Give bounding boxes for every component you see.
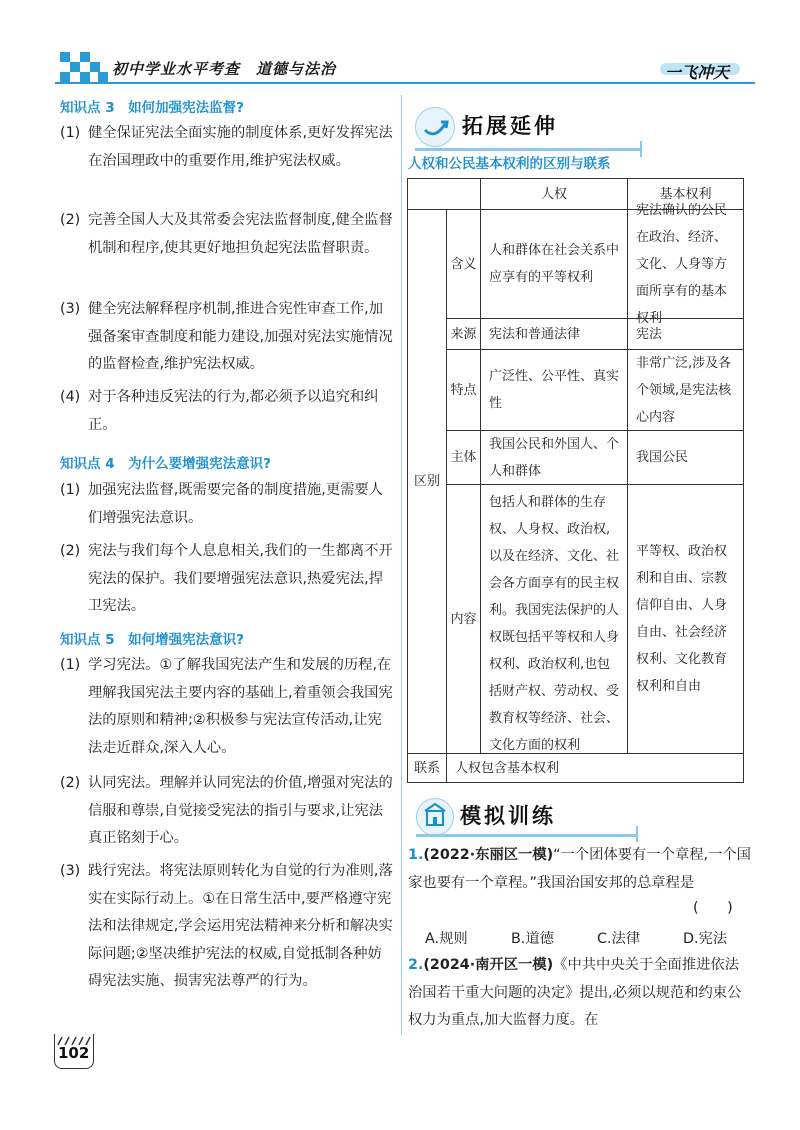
question-source: (2022·东丽区一模) <box>423 847 554 863</box>
kp3-item-3 <box>60 296 395 379</box>
question-1-options <box>425 928 769 948</box>
kp3-item-1 <box>60 120 395 175</box>
item-number: (1) <box>60 125 81 141</box>
item-text: 健全宪法解释程序机制,推进合宪性审查工作,加强备案审查制度和能力建设,加强对宪法实施情况的监督检查,维护宪法权威。 <box>88 301 393 372</box>
question-number: 1. <box>408 847 424 863</box>
option-c: C.法律 <box>597 931 641 947</box>
option-a: A.规则 <box>425 931 468 947</box>
table-cell-basic: 平等权、政治权利和自由、宗教信仰自由、人身自由、社会经济权利、文化教育权利和自由 <box>627 484 744 754</box>
table-row-label: 内容 <box>446 484 481 754</box>
kp5-title: 知识点 5 如何增强宪法意识? <box>60 632 244 648</box>
question-2 <box>408 952 753 1035</box>
kp4-item-2 <box>60 538 395 621</box>
table-link-label: 联系 <box>407 753 447 783</box>
item-text: 对于各种违反宪法的行为,都必须予以追究和纠正。 <box>88 389 379 433</box>
header-brand: 一飞冲天 <box>665 63 730 82</box>
kp3-title: 知识点 3 如何加强宪法监督? <box>60 100 244 116</box>
table-corner-cell <box>407 178 481 210</box>
kp4-item-1 <box>60 477 395 532</box>
item-number: (3) <box>60 301 81 317</box>
answer-blank: ( ) <box>693 900 733 916</box>
item-text: 认同宪法。理解并认同宪法的价值,增强对宪法的信服和尊崇,自觉接受宪法的指引与要求,让宪法真正铭刻于心。 <box>88 775 393 846</box>
kp5-item-2 <box>60 770 395 853</box>
option-b: B.道德 <box>511 931 554 947</box>
item-number: (4) <box>60 389 81 405</box>
item-number: (1) <box>60 482 81 498</box>
kp5-item-1 <box>60 652 395 762</box>
table-cell-basic: 非常广泛,涉及各个领域,是宪法核心内容 <box>627 349 744 431</box>
item-text: 践行宪法。将宪法原则转化为自觉的行为准则,落实在实际行动上。①在日常生活中,要严格遵守宪法和法律规定,学会运用宪法精神来分析和解决实际问题;②坚决维护宪法的权威,自觉抵制各种妨碍宪法实施、损害宪法尊严的行为。 <box>88 863 393 989</box>
table-header-basic-rights: 基本权利 <box>627 178 744 210</box>
section-title-expand: 拓展延伸 <box>462 114 558 138</box>
question-source: (2024·南开区一模) <box>423 957 554 973</box>
header-rule <box>55 82 755 84</box>
table-cell-human: 我国公民和外国人、个人和群体 <box>480 430 628 485</box>
item-text: 宪法与我们每个人息息相关,我们的一生都离不开宪法的保护。我们要增强宪法意识,热爱宪法,捍卫宪法。 <box>88 543 393 614</box>
banner-rule-end <box>640 141 642 157</box>
question-1 <box>408 842 753 897</box>
expand-icon <box>415 107 455 147</box>
banner-rule <box>416 834 636 837</box>
item-number: (2) <box>60 212 81 228</box>
item-text: 学习宪法。①了解我国宪法产生和发展的历程,在理解我国宪法主要内容的基础上,着重领会我国宪法的原则和精神;②积极参与宪法宣传活动,让宪法走近群众,深入人心。 <box>88 657 393 756</box>
table-cell-human: 人和群体在社会关系中应享有的平等权利 <box>480 209 628 319</box>
question-text: “一个团体要有一个章程,一个国家也要有一个章程。”我国治国安邦的总章程是 <box>408 847 751 891</box>
column-divider <box>401 95 402 1035</box>
table-cell-human: 包括人和群体的生存权、人身权、政治权,以及在经济、文化、社会各方面享有的民主权利。我国宪法保护的人权既包括平等权和人身权利、政治权利,也包括财产权、劳动权、受教育权等经济、社会、文化方面的权利 <box>480 484 628 754</box>
banner-rule <box>415 148 640 151</box>
item-number: (2) <box>60 775 81 791</box>
page-number: 102 <box>58 1044 90 1062</box>
table-cell-human: 宪法和普通法律 <box>480 318 628 350</box>
header-title: 初中学业水平考查 道德与法治 <box>112 60 337 78</box>
item-text: 完善全国人大及其常委会宪法监督制度,健全监督机制和程序,使其更好地担负起宪法监督职责。 <box>88 212 393 256</box>
table-link-text: 人权包含基本权利 <box>446 753 744 783</box>
table-cell-human: 广泛性、公平性、真实性 <box>480 349 628 431</box>
table-cell-basic: 宪法 <box>627 318 744 350</box>
table-header-human-rights: 人权 <box>480 178 628 210</box>
table-row-label: 来源 <box>446 318 481 350</box>
table-cell-basic: 宪法确认的公民在政治、经济、文化、人身等方面所享有的基本权利 <box>627 209 744 319</box>
table-group-label: 区别 <box>407 209 447 754</box>
item-number: (2) <box>60 543 81 559</box>
table-row-label: 特点 <box>446 349 481 431</box>
question-number: 2. <box>408 957 424 973</box>
item-number: (1) <box>60 657 81 673</box>
item-text: 加强宪法监督,既需要完备的制度措施,更需要人们增强宪法意识。 <box>88 482 384 526</box>
training-icon <box>416 798 454 836</box>
table-title: 人权和公民基本权利的区别与联系 <box>408 156 611 172</box>
item-number: (3) <box>60 863 81 879</box>
kp4-title: 知识点 4 为什么要增强宪法意识? <box>60 456 271 472</box>
kp3-item-2 <box>60 207 395 262</box>
banner-rule-end <box>636 826 638 842</box>
kp5-item-3 <box>60 858 395 996</box>
table-row-label: 含义 <box>446 209 481 319</box>
table-row-label: 主体 <box>446 430 481 485</box>
option-d: D.宪法 <box>683 931 728 947</box>
item-text: 健全保证宪法全面实施的制度体系,更好发挥宪法在治国理政中的重要作用,维护宪法权威。 <box>88 125 393 169</box>
table-cell-basic: 我国公民 <box>627 430 744 485</box>
kp3-item-4 <box>60 384 395 439</box>
header-logo-checker <box>60 52 108 82</box>
question-text: 《中共中央关于全面推进依法治国若干重大问题的决定》提出,必须以规范和约束公权力为重点,加大监督力度。在 <box>408 957 742 1028</box>
section-title-training: 模拟训练 <box>460 804 556 828</box>
